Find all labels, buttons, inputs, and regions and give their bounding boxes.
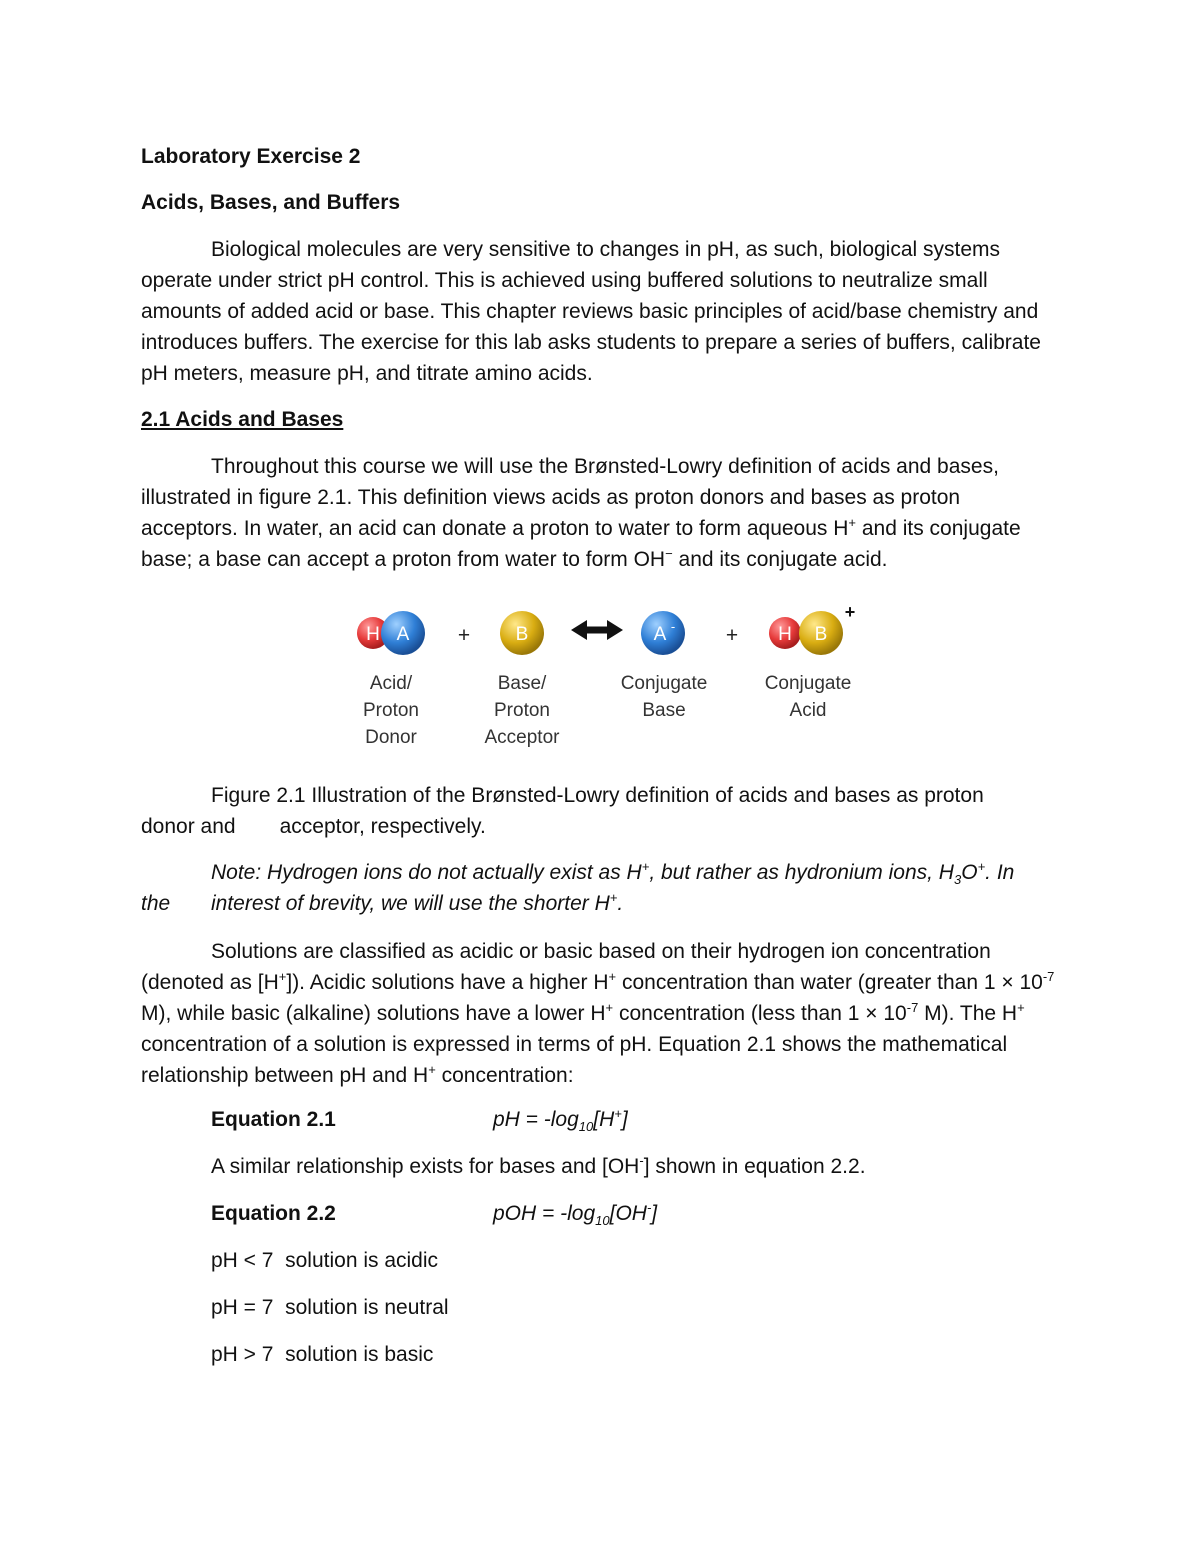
paragraph-bronsted: Throughout this course we will use the Brønsted-Lowry definition of acids and bases, illustrated in figure 2.1. This definition views acids as proton donors and bases as proton acceptors. In water, an acid can donate a proton to water to form aqueous H+ and its conjugate base; a base can accept a proton from water to form OH− and its conjugate acid. (141, 455, 1021, 571)
ph-rule-basic: pH > 7 solution is basic (211, 1343, 434, 1366)
label-acid-3: Donor (365, 727, 417, 748)
ph-rule-neutral: pH = 7 solution is neutral (211, 1296, 449, 1319)
label-base-2: Proton (494, 700, 550, 721)
base-symbol: B (515, 624, 529, 645)
label-conj-base-1: Conjugate (620, 673, 708, 694)
ph-rule-acidic: pH < 7 solution is acidic (211, 1249, 439, 1272)
label-conj-base-2: Base (642, 700, 686, 721)
conjugate-acid-h-symbol: H (778, 624, 792, 645)
label-acid-2: Proton (363, 700, 419, 721)
conjugate-base-symbol: A (653, 624, 667, 645)
conjugate-acid-charge: + (844, 602, 856, 622)
label-base-1: Base/ (497, 673, 547, 694)
acid-molecule (357, 611, 425, 655)
label-acid-1: Acid/ (369, 673, 413, 694)
section-heading: 2.1 Acids and Bases (141, 408, 344, 431)
base-molecule (500, 611, 544, 655)
equation-2-1: Equation 2.1 pH = $-\log_{10}[H^+]$ (211, 1106, 628, 1135)
plus-sign-2: + (725, 624, 739, 647)
conjugate-acid-b-symbol: B (814, 624, 828, 645)
note-line-2: the interest of brevity, we will use the shorter H+. (141, 890, 624, 915)
equation-2-2: Equation 2.2 pOH = $-\log_{10}[OH^-]$ (211, 1200, 658, 1229)
intro-paragraph: Biological molecules are very sensitive to changes in pH, as such, biological systems operate under strict pH control. This is achieved using buffered solutions to neutralize small amounts of added acid or base. This chapter reviews basic principles of acid/base chemistry and introduces buffers. The exercise for this lab asks students to prepare a series of buffers, calibrate pH meters, measure pH, and titrate amino acids. (141, 238, 1041, 385)
label-conj-acid-1: Conjugate (764, 673, 852, 694)
doc-subtitle: Acids, Bases, and Buffers (141, 191, 401, 214)
plus-sign-1: + (457, 624, 471, 647)
label-base-3: Acceptor (484, 727, 560, 748)
figure-caption-line-1: Figure 2.1 Illustration of the Brønsted-Lowry definition of acids and bases as proton (211, 784, 984, 807)
conjugate-acid-molecule (769, 602, 855, 655)
label-conj-acid-2: Acid (789, 700, 827, 721)
note-line-1: Note: Hydrogen ions do not actually exist as H+, but rather as hydronium ions, $H_3O^+$. In (211, 859, 1015, 888)
figure-caption-line-2: donor and acceptor, respectively. (141, 815, 486, 838)
paragraph-ph: Solutions are classified as acidic or basic based on their hydrogen ion concentration (denoted as [H+]). Acidic solutions have a higher H+ concentration than water (greater than $1 \times 10^{-7}$ M), while basic (alkaline) solutions have a lower H+ concentration (less than $1 \times 10^{-7}$ M). The H+ concentration of a solution is expressed in terms of pH. Equation 2.1 shows the mathematical relationship between pH and H+ concentration: (141, 940, 1055, 1087)
hydrogen-symbol: H (366, 624, 380, 645)
conjugate-base-molecule (641, 611, 685, 655)
figure-2-1 (141, 598, 1061, 768)
conjugate-base-charge: - (670, 619, 676, 634)
paragraph-oh: A similar relationship exists for bases and [OH-] shown in equation 2.2. (211, 1153, 866, 1178)
acid-symbol: A (396, 624, 410, 645)
doc-title: Laboratory Exercise 2 (141, 145, 361, 168)
equilibrium-arrow-icon (571, 620, 623, 640)
